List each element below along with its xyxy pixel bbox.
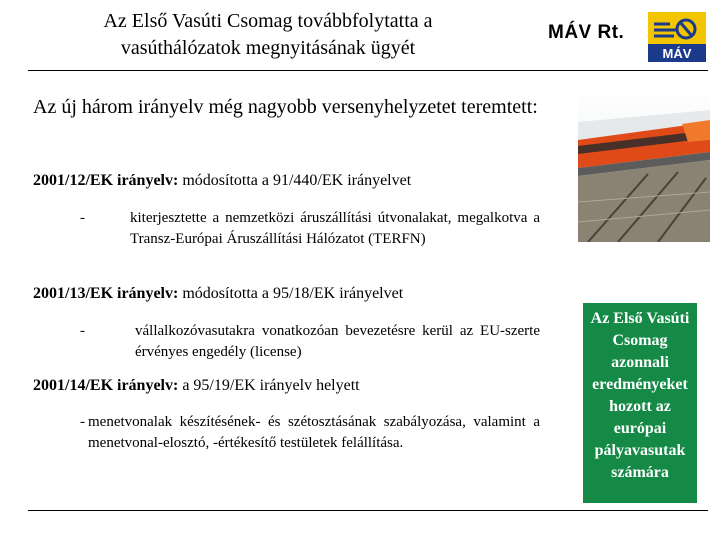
mav-logo xyxy=(648,12,706,62)
bullet-2001-14 xyxy=(80,412,540,454)
train-photo xyxy=(578,82,710,242)
title-line-2: vasúthálózatok megnyitásának ügyét xyxy=(120,37,416,59)
bullet-2001-13-text: vállalkozóvasutakra vonatkozóan bevezetésre kerül az EU-szerte érvényes engedély (license) xyxy=(135,323,540,360)
bullet-dash: - xyxy=(80,323,85,339)
callout-box: Az Első Vasúti Csomag azonnali eredményeket hozott az európai pályavasutak számára xyxy=(583,303,697,503)
directive-2001-13 xyxy=(33,284,403,304)
headline: Az új három irányelv még nagyobb versenyhelyzetet teremtett: xyxy=(33,96,538,118)
directive-2001-12 xyxy=(33,171,411,191)
bullet-dash: - xyxy=(80,210,85,226)
bullet-2001-13 xyxy=(80,321,540,363)
directive-2001-14-text: a 95/19/EK irányelv helyett xyxy=(178,377,360,394)
directive-2001-12-text: módosította a 91/440/EK irányelvet xyxy=(178,172,412,189)
directive-2001-12-code: 2001/12/EK irányelv: xyxy=(33,172,179,189)
directive-2001-13-text: módosította a 95/18/EK irányelvet xyxy=(178,285,404,302)
logo-text: MÁV xyxy=(662,46,692,61)
header-divider xyxy=(28,70,708,71)
directive-2001-14 xyxy=(33,376,360,396)
footer-divider xyxy=(28,510,708,511)
brand-name: MÁV Rt. xyxy=(548,22,625,43)
directive-2001-13-code: 2001/13/EK irányelv: xyxy=(33,285,179,302)
bullet-2001-12 xyxy=(80,208,540,250)
slide-title xyxy=(28,8,508,62)
bullet-2001-12-text: kiterjesztette a nemzetközi áruszállítási útvonalakat, megalkotva a Transz-Európai Áruszállítási Hálózatot (TERFN) xyxy=(130,210,540,247)
title-line-1: Az Első Vasúti Csomag továbbfolytatta a xyxy=(103,10,433,32)
directive-2001-14-code: 2001/14/EK irányelv: xyxy=(33,377,179,394)
bullet-2001-14-text: menetvonalak készítésének- és szétosztásának szabályozása, valamint a menetvonal-elosztó, -értékesítő testületek felállítása. xyxy=(88,414,540,451)
bullet-dash: - xyxy=(80,414,85,430)
